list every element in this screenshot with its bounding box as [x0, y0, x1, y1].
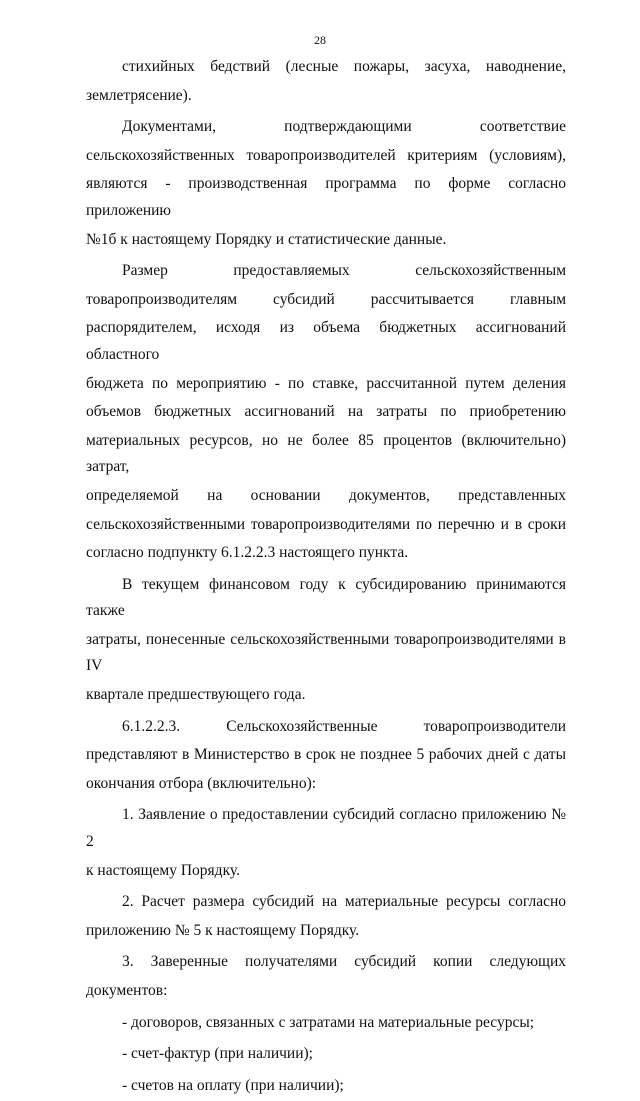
- text-line: 2. Расчет размера субсидий на материальные ресурсы согласно: [122, 893, 566, 911]
- text-line: 3. Заверенные получателями субсидий копии следующих: [122, 953, 566, 971]
- text-line: бюджета по мероприятию - по ставке, рассчитанной путем деления: [86, 374, 566, 392]
- text-line: распорядителем, исходя из объема бюджетных ассигнований областного: [86, 319, 566, 363]
- text-line: затраты, понесенные сельскохозяйственными товаропроизводителями в IV: [86, 630, 566, 675]
- text-line: В текущем финансовом году к субсидированию принимаются также: [86, 575, 566, 620]
- text-line: 1. Заявление о предоставлении субсидий согласно приложению № 2: [86, 806, 566, 851]
- text-line: приложению № 5 к настоящему Порядку.: [86, 921, 360, 939]
- text-line: землетрясение).: [86, 86, 192, 104]
- text-line: являются - производственная программа по форме согласно приложению: [86, 175, 566, 219]
- list-item: - счетов на оплату (при наличии);: [122, 1076, 344, 1094]
- text-line: документов:: [86, 982, 168, 999]
- text-line: материальных ресурсов, но не более 85 процентов (включительно) затрат,: [86, 431, 566, 476]
- text-line: объемов бюджетных ассигнований на затраты по приобретению: [86, 403, 566, 421]
- list-item: - счет-фактур (при наличии);: [122, 1045, 313, 1063]
- text-line: согласно подпункту 6.1.2.2.3 настоящего пункта.: [86, 544, 409, 562]
- text-line: квартале предшествующего года.: [86, 686, 306, 704]
- text-line: 6.1.2.2.3. Сельскохозяйственные товаропроизводители: [122, 717, 566, 735]
- text-line: представляют в Министерство в срок не позднее 5 рабочих дней с даты: [86, 746, 566, 764]
- text-line: определяемой на основании документов, представленных: [86, 486, 566, 504]
- text-line: Размер предоставляемых сельскохозяйственным: [122, 262, 566, 280]
- text-line: Документами, подтверждающими соответствие: [122, 118, 566, 136]
- text-line: товаропроизводителям субсидий рассчитывается главным: [86, 290, 566, 308]
- list-item: - договоров, связанных с затратами на материальные ресурсы;: [122, 1013, 535, 1031]
- text-line: стихийных бедствий (лесные пожары, засуха, наводнение,: [122, 58, 566, 75]
- page-number: 28: [314, 33, 326, 47]
- text-line: окончания отбора (включительно):: [86, 774, 317, 792]
- text-line: к настоящему Порядку.: [86, 861, 240, 879]
- text-line: сельскохозяйственными товаропроизводителями по перечню и в сроки: [86, 515, 566, 533]
- text-line: сельскохозяйственных товаропроизводителей критериям (условиям),: [86, 146, 566, 164]
- text-line: №1б к настоящему Порядку и статистические данные.: [86, 230, 447, 248]
- document-body: [86, 54, 566, 1101]
